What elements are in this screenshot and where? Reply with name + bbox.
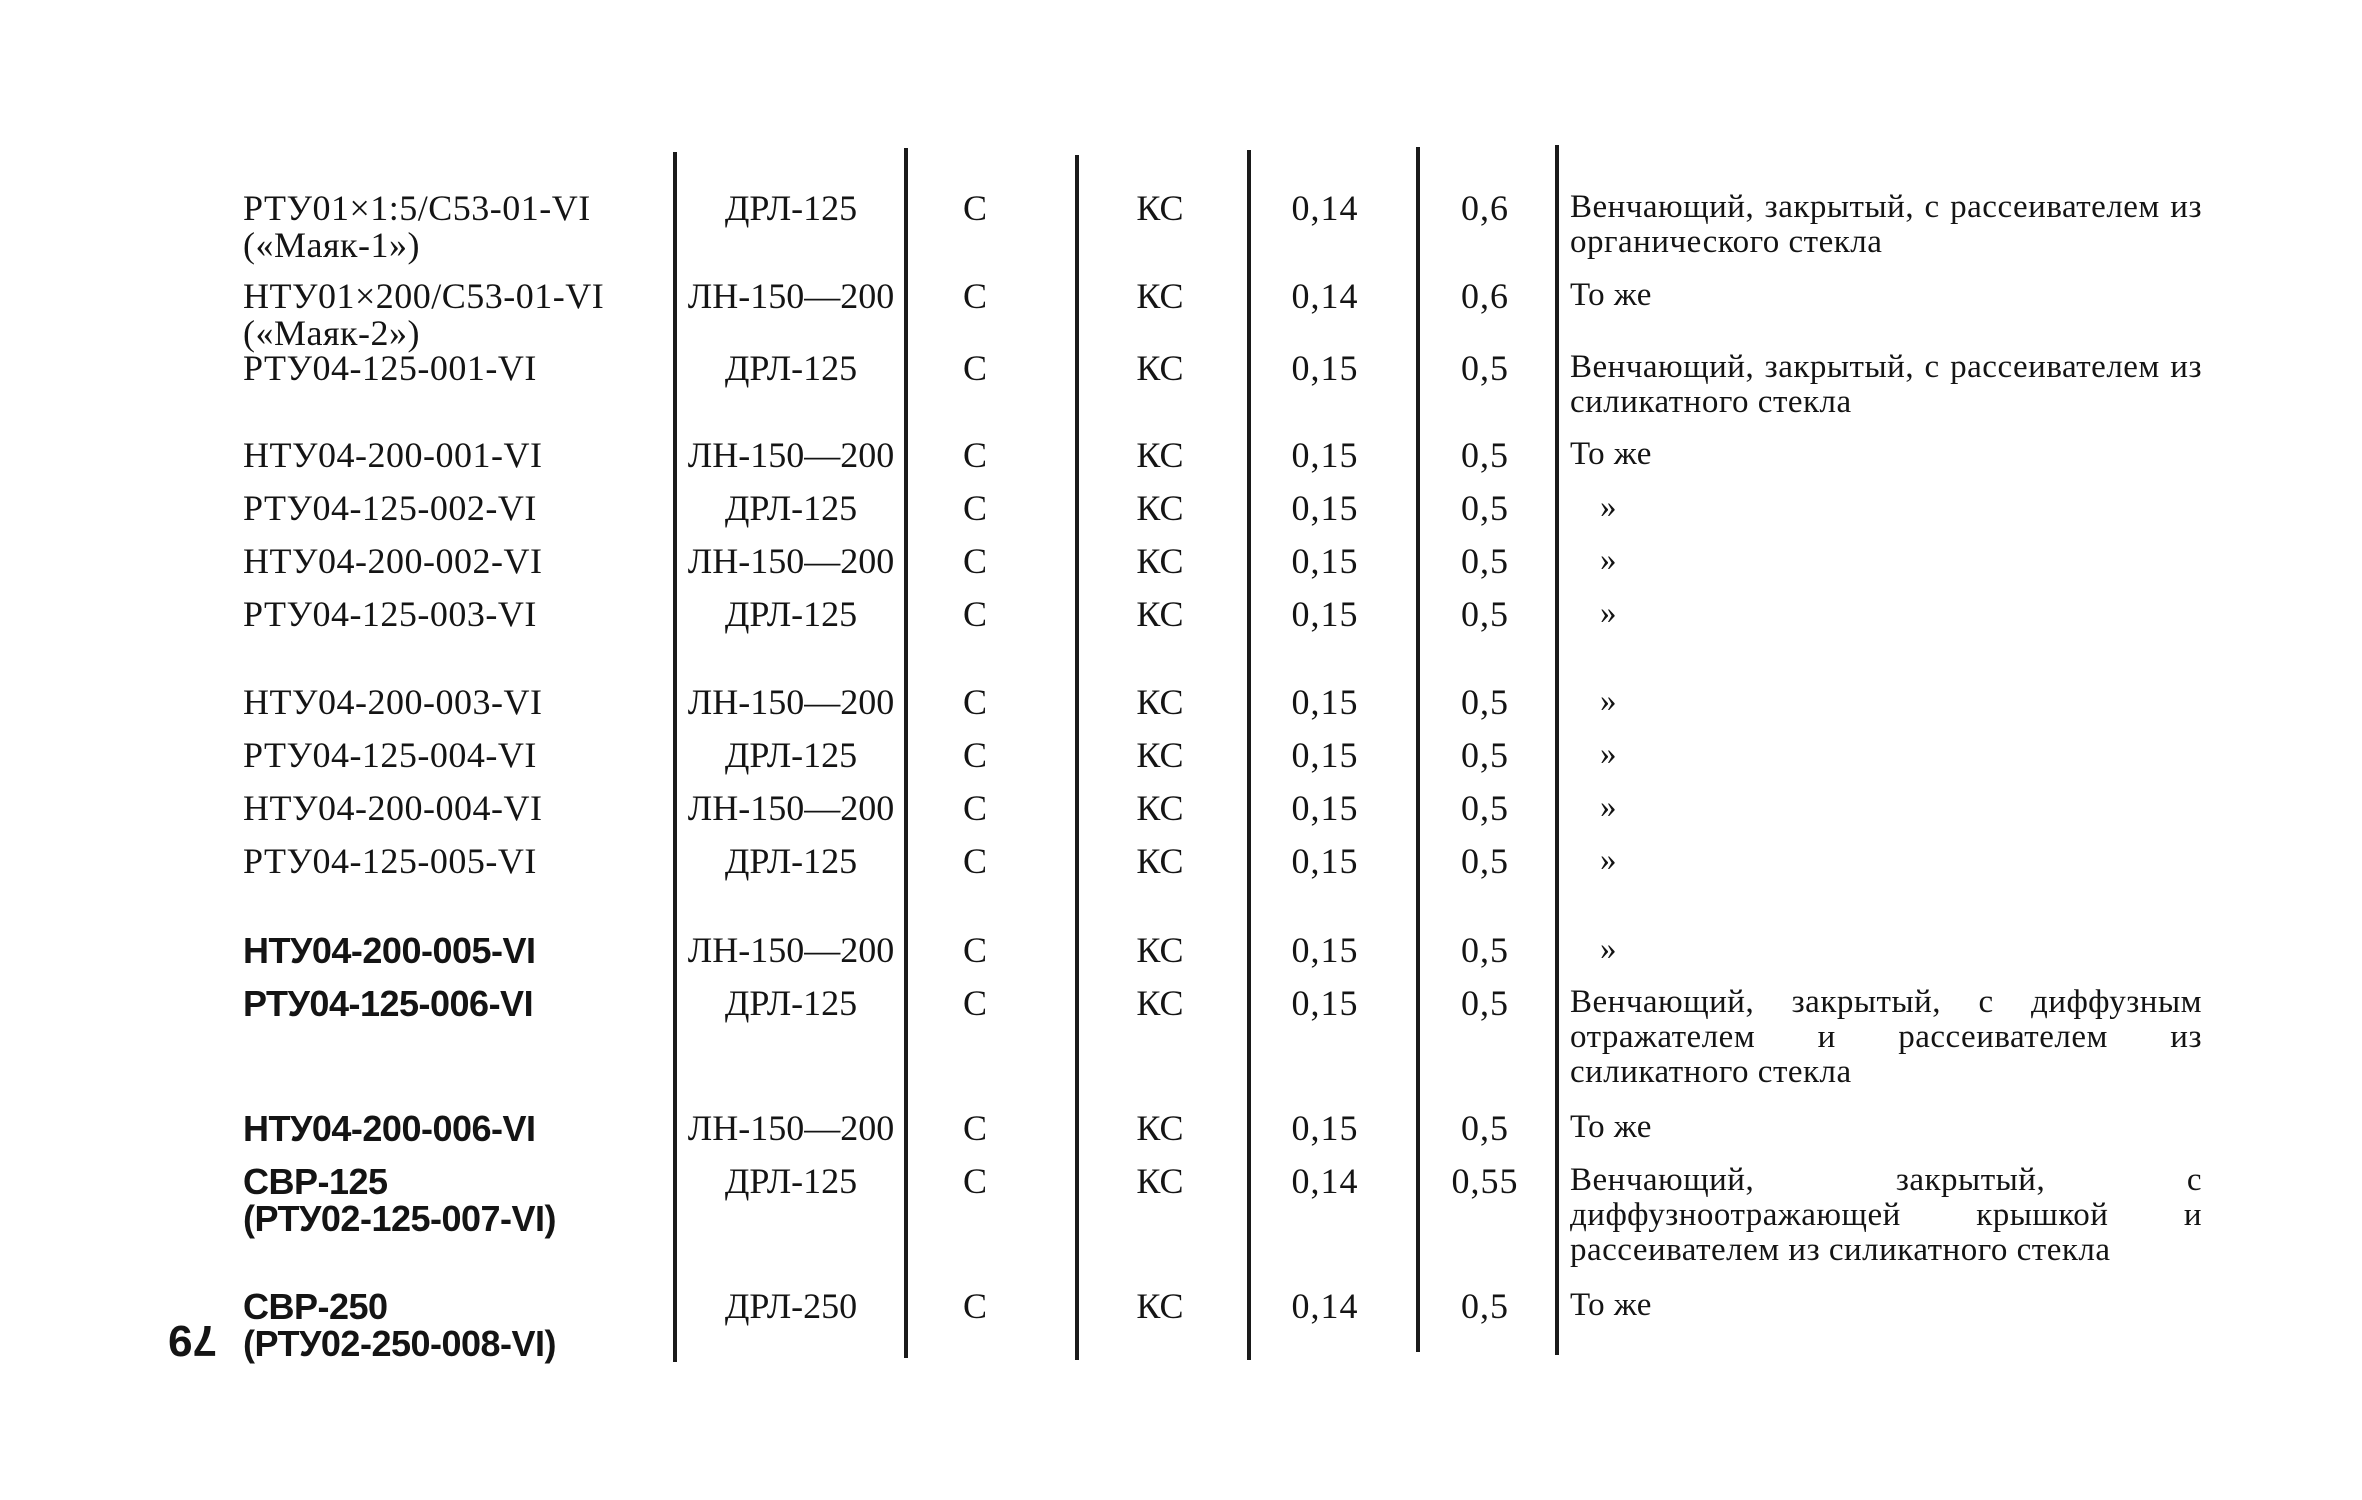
value-2: 0,6 (1461, 188, 1509, 228)
value-2: 0,5 (1461, 788, 1509, 828)
luminaire-type-line: НТУ04-200-001-VI (243, 435, 543, 475)
description: » (1600, 789, 1617, 825)
value-1: 0,15 (1291, 488, 1359, 528)
lamp-type: ДРЛ-125 (724, 1161, 858, 1201)
class-b: КС (1136, 1108, 1184, 1148)
class-a: С (962, 1108, 987, 1148)
value-1: 0,15 (1291, 1108, 1359, 1148)
class-a: С (962, 682, 987, 722)
value-2: 0,5 (1461, 841, 1509, 881)
class-a: С (962, 348, 987, 388)
luminaire-type-line: РТУ04-125-003-VI (243, 594, 537, 634)
luminaire-type-line: РТУ04-125-006-VI (243, 983, 534, 1024)
luminaire-type-line: НТУ01×200/С53-01-VI (243, 276, 605, 316)
luminaire-type (243, 737, 537, 774)
description: Венчающий, закрытый, с рассеивателем из органического стекла (1570, 189, 2202, 260)
description: » (1600, 842, 1617, 878)
value-2: 0,5 (1461, 1108, 1509, 1148)
luminaire-type (243, 843, 537, 880)
class-a: С (962, 1161, 987, 1201)
value-2: 0,5 (1461, 541, 1509, 581)
column-rule-1 (673, 152, 677, 1362)
class-a: С (962, 188, 987, 228)
lamp-type: ЛН-150—200 (687, 682, 895, 722)
page-number: 79 (168, 1316, 217, 1365)
value-2: 0,55 (1451, 1161, 1519, 1201)
class-b: КС (1136, 594, 1184, 634)
description: » (1600, 542, 1617, 578)
class-a: С (962, 435, 987, 475)
column-rule-4 (1247, 150, 1251, 1360)
luminaire-type (243, 932, 536, 969)
luminaire-type (243, 1110, 536, 1147)
description: » (1600, 931, 1617, 967)
class-b: КС (1136, 1286, 1184, 1326)
class-a: С (962, 541, 987, 581)
value-1: 0,15 (1291, 541, 1359, 581)
class-a: С (962, 488, 987, 528)
class-a: С (962, 276, 987, 316)
luminaire-type-line: СВР-125 (243, 1161, 388, 1202)
class-b: КС (1136, 348, 1184, 388)
value-1: 0,15 (1291, 930, 1359, 970)
value-1: 0,14 (1291, 1286, 1359, 1326)
class-b: КС (1136, 541, 1184, 581)
value-1: 0,15 (1291, 348, 1359, 388)
value-2: 0,5 (1461, 682, 1509, 722)
luminaire-type-line: РТУ04-125-005-VI (243, 841, 537, 881)
class-b: КС (1136, 735, 1184, 775)
class-a: С (962, 594, 987, 634)
luminaire-type-line: («Маяк-2») (243, 313, 421, 353)
description: Венчающий, закрытый, с диффузным отражателем и рассеивателем из силикатного стекла (1570, 984, 2202, 1090)
class-b: КС (1136, 841, 1184, 881)
column-rule-5 (1416, 147, 1420, 1352)
description: То же (1570, 1109, 1652, 1145)
luminaire-type (243, 596, 537, 633)
lamp-type: ЛН-150—200 (687, 788, 895, 828)
luminaire-type-line: НТУ04-200-006-VI (243, 1108, 536, 1149)
luminaire-type (243, 790, 542, 827)
value-1: 0,15 (1291, 435, 1359, 475)
value-2: 0,5 (1461, 594, 1509, 634)
value-1: 0,15 (1291, 682, 1359, 722)
lamp-type: ДРЛ-125 (724, 188, 858, 228)
luminaire-type (243, 543, 542, 580)
class-b: КС (1136, 788, 1184, 828)
value-2: 0,5 (1461, 1286, 1509, 1326)
luminaire-type-line: НТУ04-200-003-VI (243, 682, 543, 722)
value-2: 0,5 (1461, 488, 1509, 528)
class-b: КС (1136, 983, 1184, 1023)
value-1: 0,15 (1291, 735, 1359, 775)
description: То же (1570, 1287, 1652, 1323)
luminaire-type-line: РТУ04-125-002-VI (243, 488, 537, 528)
class-a: С (962, 841, 987, 881)
class-b: КС (1136, 435, 1184, 475)
luminaire-type (243, 490, 537, 527)
value-1: 0,14 (1291, 276, 1359, 316)
lamp-type: ДРЛ-125 (724, 348, 858, 388)
value-1: 0,14 (1291, 188, 1359, 228)
description: То же (1570, 277, 1652, 313)
lamp-type: ДРЛ-125 (724, 841, 858, 881)
luminaire-type (243, 684, 542, 721)
class-b: КС (1136, 276, 1184, 316)
description: » (1600, 736, 1617, 772)
class-a: С (962, 983, 987, 1023)
lamp-type: ЛН-150—200 (687, 541, 895, 581)
column-rule-6 (1555, 145, 1559, 1355)
luminaire-type-line: (РТУ02-250-008-VI) (243, 1323, 557, 1364)
column-rule-3 (1075, 155, 1079, 1360)
lamp-type: ДРЛ-125 (724, 735, 858, 775)
description: То же (1570, 436, 1652, 472)
class-b: КС (1136, 188, 1184, 228)
value-2: 0,5 (1461, 348, 1509, 388)
value-1: 0,15 (1291, 788, 1359, 828)
lamp-type: ДРЛ-125 (724, 488, 858, 528)
description: » (1600, 489, 1617, 525)
class-b: КС (1136, 1161, 1184, 1201)
lamp-type: ЛН-150—200 (687, 435, 895, 475)
value-2: 0,6 (1461, 276, 1509, 316)
value-1: 0,14 (1291, 1161, 1359, 1201)
luminaire-type-line: РТУ04-125-004-VI (243, 735, 537, 775)
luminaire-type (243, 985, 533, 1022)
description: Венчающий, закрытый, с рассеивателем из силикатного стекла (1570, 349, 2202, 420)
description: » (1600, 595, 1617, 631)
value-1: 0,15 (1291, 983, 1359, 1023)
class-b: КС (1136, 682, 1184, 722)
class-a: С (962, 788, 987, 828)
lamp-type: ЛН-150—200 (687, 276, 895, 316)
class-b: КС (1136, 488, 1184, 528)
value-2: 0,5 (1461, 435, 1509, 475)
lamp-type: ДРЛ-125 (724, 983, 858, 1023)
luminaire-type (243, 190, 591, 264)
lamp-type: ДРЛ-125 (724, 594, 858, 634)
luminaire-type-line: НТУ04-200-005-VI (243, 930, 536, 971)
value-1: 0,15 (1291, 594, 1359, 634)
luminaire-type-line: («Маяк-1») (243, 225, 421, 265)
luminaire-type-line: НТУ04-200-004-VI (243, 788, 543, 828)
luminaire-type-line: РТУ01×1:5/С53-01-VI (243, 188, 591, 228)
value-1: 0,15 (1291, 841, 1359, 881)
class-a: С (962, 1286, 987, 1326)
lamp-type: ЛН-150—200 (687, 1108, 895, 1148)
luminaire-type (243, 350, 537, 387)
luminaire-type-line: (РТУ02-125-007-VI) (243, 1198, 557, 1239)
class-a: С (962, 735, 987, 775)
lamp-type: ЛН-150—200 (687, 930, 895, 970)
luminaire-type (243, 278, 604, 352)
value-2: 0,5 (1461, 735, 1509, 775)
column-rule-2 (904, 148, 908, 1358)
description: Венчающий, закрытый, с диффузноотражающей крышкой и рассеивателем из силикатного стекла (1570, 1162, 2202, 1268)
value-2: 0,5 (1461, 983, 1509, 1023)
luminaire-type-line: РТУ04-125-001-VI (243, 348, 537, 388)
luminaire-type (243, 437, 542, 474)
luminaire-type (243, 1288, 556, 1362)
luminaire-type-line: НТУ04-200-002-VI (243, 541, 543, 581)
luminaire-type (243, 1163, 556, 1237)
class-a: С (962, 930, 987, 970)
class-b: КС (1136, 930, 1184, 970)
lamp-type: ДРЛ-250 (724, 1286, 858, 1326)
value-2: 0,5 (1461, 930, 1509, 970)
luminaire-type-line: СВР-250 (243, 1286, 388, 1327)
description: » (1600, 683, 1617, 719)
